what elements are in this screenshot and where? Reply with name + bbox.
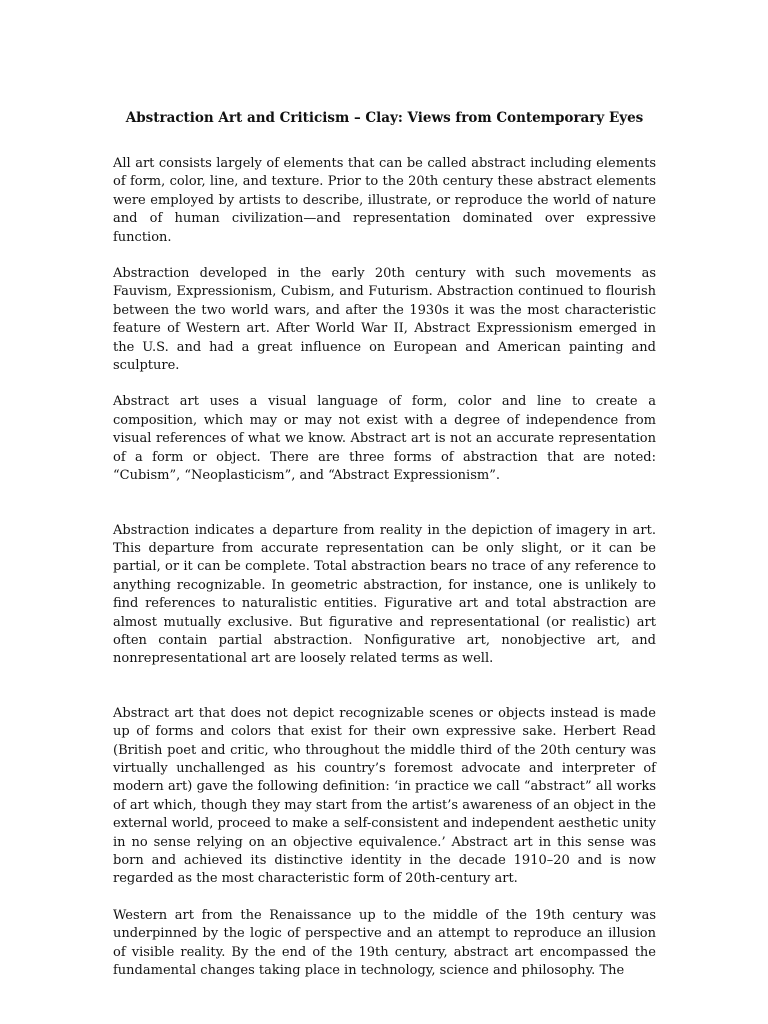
- paragraph-1: All art consists largely of elements that can be called abstract including elements of form, color, line, and texture. Prior to the 20th century these abstract elements were employed by artists to describe, illustrate, or reproduce the world of nature and of human civilization—and representation dominated over expressive function.: [113, 156, 656, 245]
- document-title: Abstraction Art and Criticism – Clay: Views from Contemporary Eyes: [125, 110, 644, 126]
- paragraph-6: Western art from the Renaissance up to the middle of the 19th century was underpinned by the logic of perspective and an attempt to reproduce an illusion of visible reality. By the end of the 19th century, abstract art encompassed the fundamental changes taking place in technology, science and philosophy. The: [113, 907, 656, 979]
- paragraph-4: Abstraction indicates a departure from reality in the depiction of imagery in art. This departure from accurate representation can be only slight, or it can be partial, or it can be complete. Total abstraction bears no trace of any reference to anything recognizable. In geometric abstraction, for instance, one is unlikely to find references to naturalistic entities. Figurative art and total abstraction are almost mutually exclusive. But figurative and representational (or realistic) art often contain partial abstraction. Nonfigurative art, nonobjective art, and nonrepresentational art are loosely related terms as well.: [113, 522, 656, 667]
- paragraph-2: Abstraction developed in the early 20th century with such movements as Fauvism, Expressionism, Cubism, and Futurism. Abstraction continued to flourish between the two world wars, and after the 1930s it was the most characteristic feature of Western art. After World War II, Abstract Expressionism emerged in the U.S. and had a great influence on European and American painting and sculpture.: [113, 266, 656, 374]
- paragraph-3: Abstract art uses a visual language of form, color and line to create a composition, which may or may not exist with a degree of independence from visual references of what we know. Abstract art is not an accurate representation of a form or object. There are three forms of abstraction that are noted: “Cubism”, “Neoplasticism”, and “Abstract Expressionism”.: [113, 394, 656, 484]
- document-page: [113, 108, 656, 980]
- paragraph-5: Abstract art that does not depict recognizable scenes or objects instead is made up of forms and colors that exist for their own expressive sake. Herbert Read (British poet and critic, who throughout the middle third of the 20th century was virtually unchallenged as his country’s foremost advocate and interpreter of modern art) gave the following definition: ‘in practice we call “abstract” all works of art which, though they may start from the artist’s awareness of an object in the external world, proceed to make a self-consistent and independent aesthetic unity in no sense relying on an objective equivalence.’ Abstract art in this sense was born and achieved its distinctive identity in the decade 1910–20 and is now regarded as the most characteristic form of 20th-century art.: [113, 705, 656, 887]
